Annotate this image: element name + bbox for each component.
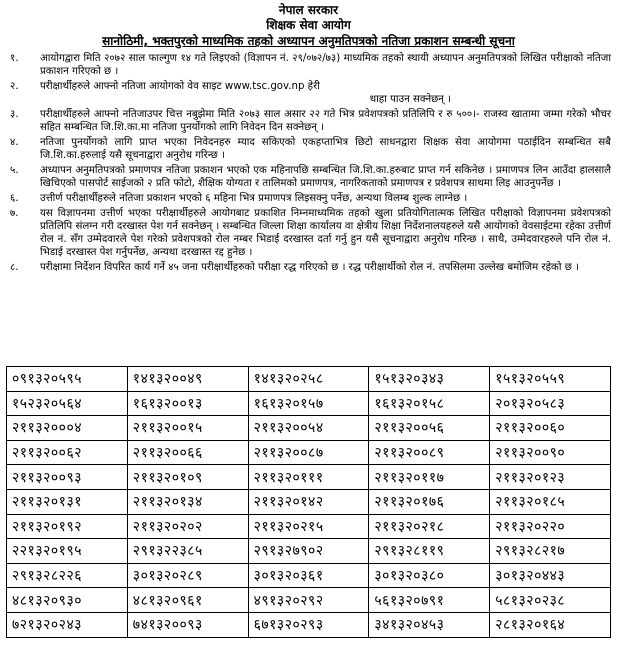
table-row <box>7 391 611 416</box>
notice-points <box>6 52 611 274</box>
roll-number-cell: ७४१३२००९३ <box>127 612 248 637</box>
point-text: अध्यापन अनुमतिपत्रको प्रमाणपत्र नतिजा प्रकाशन भएको एक महिनापछि सम्बन्धित जि.शि.का.हरुबाट प्राप्त गर्न सकिनेछ । प्रमाणपत्र लिन आउँदा हालसालै खिचिएको पासपोर्ट साईजको २ प्रति फोटो, शैक्षिक योग्यता र तालिमको प्रमाणपत्र, नागरिकताको प्रमाणपत्र र प्रवेशपत्र साथमा लिइ आउनुपर्नेछ । <box>40 165 611 189</box>
point-text: परीक्षामा निर्देशन विपरित कार्य गर्ने ४५ जना परीक्षार्थीहरुको परीक्षा रद्ध गरिएको छ । रद्ध परीक्षार्थीको रोल नं. तपसिलमा उल्लेख बमोजिम रहेको छ । <box>40 262 579 273</box>
cancelled-roll-table <box>6 366 611 638</box>
notice-point <box>6 261 611 274</box>
point-number: ७. <box>10 208 19 219</box>
roll-number-cell: २९१३२७९०२ <box>248 539 369 564</box>
notice-header <box>6 3 611 49</box>
roll-number-cell: २११३२०१०९ <box>127 465 248 490</box>
point-number: ८. <box>10 262 19 273</box>
roll-number-cell: २११३२०१८५ <box>490 489 611 514</box>
roll-number-cell: २२१३२०१९५ <box>7 539 128 564</box>
table-row <box>7 489 611 514</box>
point-text: नतिजा पुनर्योगको लागि प्राप्त भएका निवेदनहरु म्याद सकिएको एकहप्ताभित्र छिटो साधनद्वारा शिक्षक सेवा आयोगमा पठाईदिन सम्बन्धित सबै जि.शि.का.हरुलाई यसै सूचनाद्वारा अनुरोध गरिन्छ । <box>40 137 611 161</box>
roll-number-cell: १५१३२०५५९ <box>490 367 611 392</box>
point-text: परीक्षार्थीहरुले आफ्नो नतिजाउपर चित्त नबुझेमा मिति २०७३ साल असार २२ गते भित्र प्रवेशपत्रको प्रतिलिपि र रु ५००।- राजस्व खातामा जम्मा गरेको भौचर सहित सम्बन्धित जि.शि.का.मा नतिजा पुनर्योगको लागि निवेदन दिन सक्नेछन् । <box>40 109 611 133</box>
roll-number-cell: २९१३२८२१७ <box>490 539 611 564</box>
roll-number-cell: २११३२००६२ <box>7 440 128 465</box>
point-number: ५. <box>10 165 19 176</box>
point-text: परीक्षार्थीहरुले आफ्नो नतिजा आयोगको वेव साइट www.tsc.gov.np हेरी <box>40 81 320 92</box>
point-text-continued: थाहा पाउन सक्नेछन् । <box>369 94 451 105</box>
roll-number-cell: २११३२०२१५ <box>248 514 369 539</box>
point-number: ४. <box>10 137 19 148</box>
roll-number-cell: २११३२०१४२ <box>248 489 369 514</box>
table-row <box>7 588 611 613</box>
point-number: १. <box>10 53 19 64</box>
point-number: ३. <box>10 109 19 120</box>
roll-number-cell: ६७१३२०२९३ <box>248 612 369 637</box>
roll-number-cell: २११३२०२०२ <box>127 514 248 539</box>
roll-number-cell: २०१३२०५८३ <box>490 391 611 416</box>
roll-number-cell: २११३२०११७ <box>369 465 490 490</box>
roll-number-cell: १५१३२०३४३ <box>369 367 490 392</box>
roll-number-cell: २११३२००८७ <box>248 440 369 465</box>
roll-number-cell: २११३२००९३ <box>7 465 128 490</box>
notice-point <box>6 207 611 259</box>
roll-number-cell: २११३२०००४ <box>7 416 128 441</box>
table-row <box>7 539 611 564</box>
roll-number-cell: २११३२००८९ <box>369 440 490 465</box>
notice-point <box>6 52 611 78</box>
notice-point <box>6 136 611 162</box>
roll-number-cell: १४१३२०२५८ <box>248 367 369 392</box>
table-row <box>7 514 611 539</box>
roll-number-cell: २११३२००६० <box>490 416 611 441</box>
roll-number-cell: १६१३२०१५७ <box>248 391 369 416</box>
roll-number-cell: २११३२००५४ <box>248 416 369 441</box>
table-row <box>7 612 611 637</box>
point-text: आयोगद्वारा मिति २०७२ साल फाल्गुण १४ गते लिइएको (विज्ञापन नं. २९/०७२/७३) माध्यमिक तहको स्थायी अध्यापन अनुमतिपत्रको लिखित परीक्षाको नतिजा प्रकाशन गरिएको छ । <box>40 53 611 77</box>
roll-number-cell: ४९१३२०२९२ <box>248 588 369 613</box>
roll-number-cell: ३०१३२०२८९ <box>127 563 248 588</box>
roll-number-cell: २९१३२२३८५ <box>127 539 248 564</box>
table-row <box>7 563 611 588</box>
roll-number-cell: २११३२००१५ <box>127 416 248 441</box>
point-number: २. <box>10 81 19 92</box>
header-government: नेपाल सरकार <box>278 3 339 17</box>
table-row <box>7 465 611 490</box>
roll-number-cell: २११३२०१११ <box>248 465 369 490</box>
roll-number-cell: १६१३२०१५८ <box>369 391 490 416</box>
roll-table-body <box>7 367 611 638</box>
roll-number-cell: २८१३२०१६४ <box>490 612 611 637</box>
table-row <box>7 416 611 441</box>
roll-number-cell: १५२३२०५६४ <box>7 391 128 416</box>
roll-number-cell: ३०१३२०३६१ <box>248 563 369 588</box>
table-row <box>7 440 611 465</box>
roll-number-cell: १६१३२००१३ <box>127 391 248 416</box>
point-text: यस विज्ञापनमा उत्तीर्ण भएका परीक्षार्थीहरुले आयोगबाट प्रकाशित निम्नमाध्यमिक तहको खुला प्रतियोगितात्मक लिखित परीक्षाको विज्ञापनमा प्रवेशपत्रको प्रतिलिपि संलग्न गरी दरखास्त पेश गर्न सक्नेछन् । सम्बन्धित जिल्ला शिक्षा कार्यालय वा क्षेत्रीय शिक्षा निर्देशनालयहरुले यसै आयोगको वेवसाईटमा रहेका उत्तीर्ण रोल नं. सँग उम्मेदवारले पेश गरेको प्रवेशपत्रको रोल नम्बर भिडाई दरखास्त दर्ता गर्नु हुन यसै सूचनाद्वारा अनुरोध गरिन्छ । साथै, उम्मेदवारहरुले पनि रोल नं. भिडाई दरखास्त पेश गर्नुपर्नेछ, अन्यथा दरखास्त रद्द हुनेछ । <box>40 208 611 258</box>
notice-point <box>6 80 611 106</box>
roll-number-cell: ३४१३२०४५३ <box>369 612 490 637</box>
roll-number-cell: २९१३२८११९ <box>369 539 490 564</box>
roll-number-cell: २११३२००५६ <box>369 416 490 441</box>
roll-number-cell: २११३२०१३१ <box>7 489 128 514</box>
roll-number-cell: ४८१३२०९३० <box>7 588 128 613</box>
roll-number-cell: २११३२००६६ <box>127 440 248 465</box>
notice-point <box>6 108 611 134</box>
roll-number-cell: ०९१३२०५९५ <box>7 367 128 392</box>
roll-number-cell: ४८१३२०९६१ <box>127 588 248 613</box>
notice-point <box>6 192 611 205</box>
roll-number-cell: २११३२०२१८ <box>369 514 490 539</box>
roll-number-cell: २११३२०२२० <box>490 514 611 539</box>
roll-number-cell: २११३२०१३४ <box>127 489 248 514</box>
roll-number-cell: ५८१३२०२३८ <box>490 588 611 613</box>
point-text: उत्तीर्ण परीक्षार्थीहरुले नतिजा प्रकाशन भएको ६ महिना भित्र प्रमाणपत्र लिइसक्नु पर्नेछ, अन्यथा विलम्ब शुल्क लाग्नेछ । <box>40 193 468 204</box>
roll-number-cell: २११३२०१७६ <box>369 489 490 514</box>
notice-title: सानोठिमी, भक्तपुरको माध्यमिक तहको अध्यापन अनुमतिपत्रको नतिजा प्रकाशन सम्बन्धी सूचना <box>102 34 515 48</box>
header-commission: शिक्षक सेवा आयोग <box>266 18 351 32</box>
point-number: ६. <box>10 193 19 204</box>
roll-number-cell: १४१३२००४९ <box>127 367 248 392</box>
roll-number-cell: २११३२००९० <box>490 440 611 465</box>
notice-point <box>6 164 611 190</box>
roll-number-cell: २९१३२८२२६ <box>7 563 128 588</box>
roll-number-cell: २११३२०१९२ <box>7 514 128 539</box>
roll-number-cell: ३०१३२०४४३ <box>490 563 611 588</box>
roll-number-cell: ५६१३२०७९१ <box>369 588 490 613</box>
table-row <box>7 367 611 392</box>
roll-number-cell: ३०१३२०३८० <box>369 563 490 588</box>
roll-number-cell: २११३२०१२३ <box>490 465 611 490</box>
roll-number-cell: ७२१३२०२४३ <box>7 612 128 637</box>
